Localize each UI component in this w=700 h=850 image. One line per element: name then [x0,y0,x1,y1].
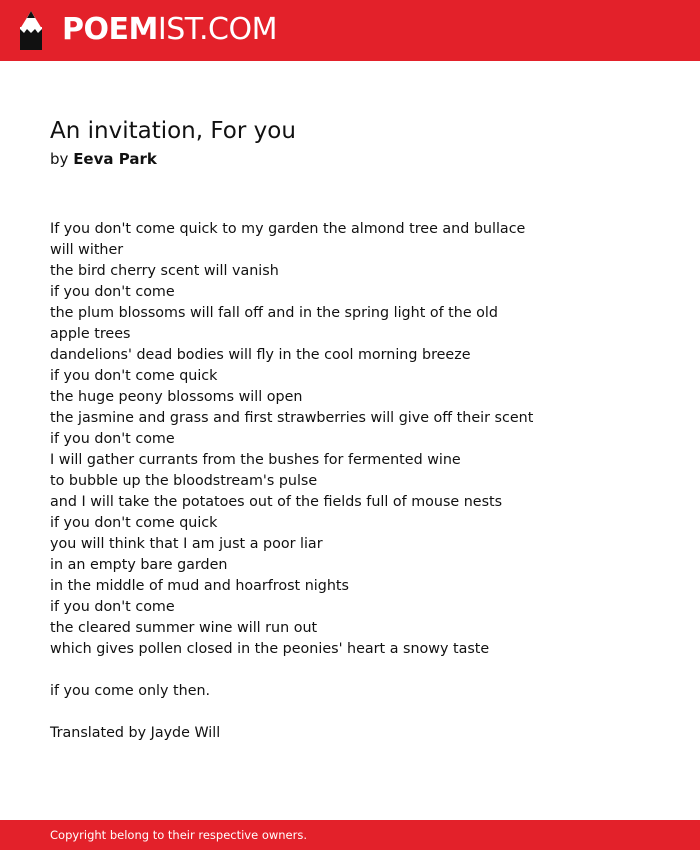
translator-credit: Translated by Jayde Will [50,725,221,741]
poem-line: dandelions' dead bodies will fly in the cool morning breeze [50,347,471,363]
closing-line: if you come only then. [50,683,211,699]
poem-line: to bubble up the bloodstream's pulse [50,473,318,489]
by-label: by [50,150,69,168]
poem-line: If you don't come quick to my garden the almond tree and bullace will wither [50,221,526,258]
author-name: Eeva Park [73,150,157,168]
poem-line: in an empty bare garden [50,557,228,573]
poem-line: which gives pollen closed in the peonies' heart a snowy taste [50,641,490,657]
site-header [0,0,700,61]
copyright-text: Copyright belong to their respective owners. [50,828,308,842]
poem-line: you will think that I am just a poor liar [50,536,323,552]
brand-bold-text: POEM [62,12,158,47]
poem-body [50,219,540,744]
poem-line: the jasmine and grass and first strawberries will give off their scent [50,410,534,426]
poem-line: if you don't come quick [50,515,218,531]
pencil-tip-icon[interactable] [18,10,44,52]
brand-light-text: IST.COM [157,12,277,47]
poem-line: the cleared summer wine will run out [50,620,318,636]
poem-title: An invitation, For you [50,118,296,144]
poem-line: the bird cherry scent will vanish [50,263,279,279]
site-logo[interactable] [62,12,277,48]
poem-line: and I will take the potatoes out of the fields full of mouse nests [50,494,503,510]
poem-line: I will gather currants from the bushes for fermented wine [50,452,461,468]
poem-line: in the middle of mud and hoarfrost nights [50,578,349,594]
byline [50,149,157,169]
poem-line: the huge peony blossoms will open [50,389,303,405]
poem-line: if you don't come [50,431,175,447]
poem-line: if you don't come quick [50,368,218,384]
stanza-gap [50,660,540,681]
stanza-gap [50,702,540,723]
poem-line: if you don't come [50,284,175,300]
poem-line: if you don't come [50,599,175,615]
poem-line: the plum blossoms will fall off and in the spring light of the old apple trees [50,305,498,342]
site-footer [0,820,700,850]
